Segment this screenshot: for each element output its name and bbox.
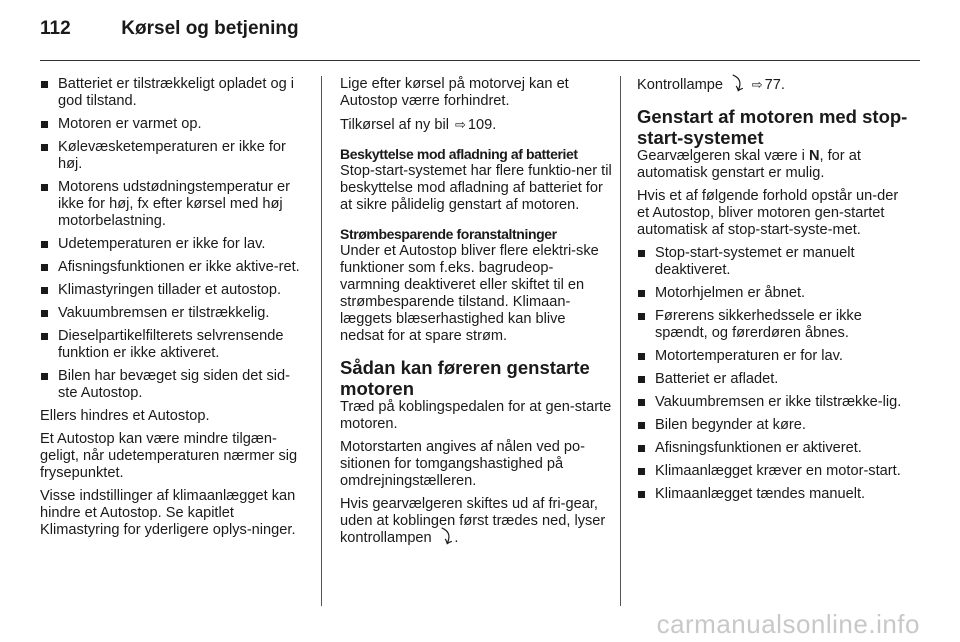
page-reference: 109. bbox=[467, 117, 497, 133]
column-3 bbox=[637, 76, 909, 509]
list-item: Afisningsfunktionen er aktiveret. bbox=[637, 440, 909, 457]
paragraph: Tilkørsel af ny bil ⇨ 109. bbox=[340, 117, 497, 133]
paragraph: Et Autostop kan være mindre tilgæn-geligt, når udetemperaturen nærmer sig frysepunktet. bbox=[40, 431, 298, 481]
list-item: Vakuumbremsen er ikke tilstrække-lig. bbox=[637, 394, 909, 411]
page-number: 112 bbox=[40, 18, 71, 39]
autostop-lamp-icon: ⤵ bbox=[726, 75, 747, 96]
page-title: Kørsel og betjening bbox=[121, 18, 299, 39]
paragraph: Under et Autostop bliver flere elektri-ske funktioner som f.eks. bagrudeop-varmning deaktiveret eller skiftet til en strømbesparende tilstand. Klimaan-læggets blæserhastighed kan blive nedsat for at spare strøm. bbox=[340, 243, 599, 344]
subheading-battery-protection: Beskyttelse mod afladning af batteriet bbox=[340, 146, 578, 162]
paragraph: Kontrollampe ⤵ ⇨ 77. bbox=[637, 75, 785, 96]
paragraph: Motorstarten angives af nålen ved po-sitionen for tomgangshastighed på omdrejningstælleren. bbox=[340, 439, 585, 489]
paragraph: Visse indstillinger af klimaanlægget kan hindre et Autostop. Se kapitlet Klimastyring for yderligere oplys-ninger. bbox=[40, 488, 296, 538]
subheading-power-saving: Strømbesparende foranstaltninger bbox=[340, 226, 557, 242]
list-item: Vakuumbremsen er tilstrækkelig. bbox=[40, 305, 308, 322]
paragraph: Hvis et af følgende forhold opstår un-der et Autostop, bliver motoren gen-startet automatisk af stop-start-syste-met. bbox=[637, 188, 899, 238]
list-item: Stop-start-systemet er manuelt deaktiveret. bbox=[637, 245, 909, 279]
list-item: Motorens udstødningstemperatur er ikke for høj, fx efter kørsel med høj motorbelastning. bbox=[40, 179, 308, 230]
paragraph: Lige efter kørsel på motorvej kan et Autostop værre forhindret. bbox=[340, 76, 569, 109]
list-item: Motortemperaturen er for lav. bbox=[637, 348, 909, 365]
paragraph: Ellers hindres et Autostop. bbox=[40, 408, 210, 424]
list-item: Batteriet er afladet. bbox=[637, 371, 909, 388]
paragraph: Gearvælgeren skal være i N, for at automatisk genstart er mulig. bbox=[637, 148, 861, 181]
arrow-right-icon: ⇨ bbox=[455, 117, 466, 132]
watermark: carmanualsonline.info bbox=[656, 609, 920, 639]
paragraph: Hvis gearvælgeren skiftes ud af fri-gear, uden at koblingen først trædes ned, lyser kontrollampen ⤵. bbox=[340, 496, 606, 549]
list-item: Bilen har bevæget sig siden det sid-ste Autostop. bbox=[40, 368, 308, 402]
list-item: Afisningsfunktionen er ikke aktive-ret. bbox=[40, 259, 308, 276]
list-item: Motorhjelmen er åbnet. bbox=[637, 285, 909, 302]
list-item: Kølevæsketemperaturen er ikke for høj. bbox=[40, 139, 308, 173]
list-item: Klimaanlægget kræver en motor-start. bbox=[637, 463, 909, 480]
list-item: Klimastyringen tillader et autostop. bbox=[40, 282, 308, 299]
list-item: Motoren er varmet op. bbox=[40, 116, 308, 133]
section-heading-driver-restart: Sådan kan føreren genstarte motoren bbox=[340, 357, 590, 399]
gear-position-n: N bbox=[808, 148, 820, 164]
column-1 bbox=[40, 76, 308, 545]
list-item: Batteriet er tilstrækkeligt opladet og i god tilstand. bbox=[40, 76, 308, 110]
restart-conditions-list bbox=[637, 245, 909, 503]
page-reference: 77. bbox=[764, 77, 785, 93]
autostop-conditions-list bbox=[40, 76, 308, 402]
page-header bbox=[40, 18, 299, 40]
paragraph: Træd på koblingspedalen for at gen-starte motoren. bbox=[340, 399, 612, 432]
paragraph: Stop-start-systemet har flere funktio-ner til beskyttelse mod afladning af batteriet for at sikre pålidelig genstart af motoren. bbox=[340, 163, 612, 213]
column-2 bbox=[340, 76, 612, 553]
column-divider-2 bbox=[620, 76, 621, 606]
list-item: Dieselpartikelfilterets selvrensende funktion er ikke aktiveret. bbox=[40, 328, 308, 362]
column-divider-1 bbox=[321, 76, 322, 606]
autostop-lamp-icon: ⤵ bbox=[435, 528, 455, 549]
list-item: Klimaanlægget tændes manuelt. bbox=[637, 486, 909, 503]
arrow-right-icon: ⇨ bbox=[751, 77, 763, 92]
section-heading-system-restart: Genstart af motoren med stop-start-systemet bbox=[637, 106, 908, 148]
list-item: Førerens sikkerhedssele er ikke spændt, og førerdøren åbnes. bbox=[637, 308, 909, 342]
list-item: Udetemperaturen er ikke for lav. bbox=[40, 236, 308, 253]
list-item: Bilen begynder at køre. bbox=[637, 417, 909, 434]
header-rule bbox=[40, 60, 920, 61]
